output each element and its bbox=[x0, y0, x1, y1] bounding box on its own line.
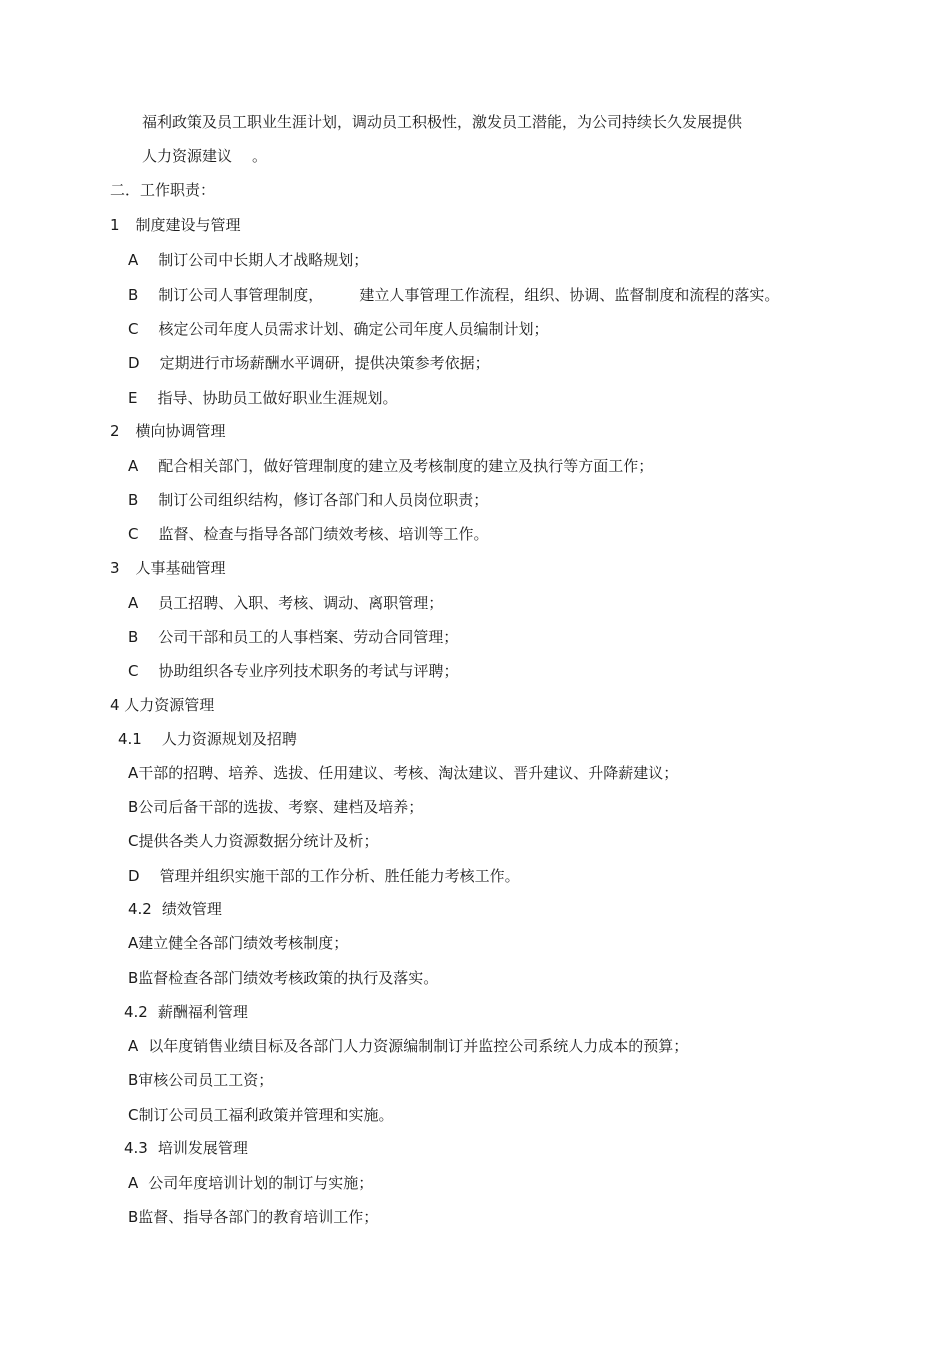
item-text: 定期进行市场薪酬水平调研，提供决策参考依据； bbox=[159, 354, 490, 372]
item-label: D bbox=[128, 867, 140, 885]
item-label: B bbox=[128, 286, 139, 304]
item-text: 监督检查各部门绩效考核政策的执行及落实。 bbox=[138, 969, 439, 987]
subheading-4-2b bbox=[124, 1002, 248, 1022]
heading-number: 2 bbox=[110, 422, 120, 440]
intro-line-2 bbox=[142, 146, 267, 166]
heading-number: 1 bbox=[110, 216, 120, 234]
item-label: A bbox=[128, 251, 139, 269]
list-item bbox=[128, 627, 458, 647]
heading-title: 4 人力资源管理 bbox=[110, 696, 215, 714]
item-text: 制订公司中长期人才战略规划； bbox=[158, 251, 369, 269]
subheading-title: 薪酬福利管理 bbox=[157, 1003, 248, 1021]
item-text: 以年度销售业绩目标及各部门人力资源编制制订并监控公司系统人力成本的预算； bbox=[148, 1037, 689, 1055]
item-text: 制订公司组织结构，修订各部门和人员岗位职责； bbox=[158, 491, 489, 509]
intro-text: 人力资源建议 bbox=[142, 147, 233, 165]
list-item bbox=[128, 456, 653, 476]
section-title: 二．工作职责： bbox=[110, 181, 216, 199]
list-item bbox=[128, 490, 488, 510]
item-label: B bbox=[128, 1071, 139, 1089]
subheading-title: 培训发展管理 bbox=[157, 1139, 248, 1157]
list-item bbox=[128, 1070, 273, 1090]
subheading-4-3 bbox=[124, 1138, 248, 1158]
heading-s3 bbox=[110, 558, 226, 578]
item-text: 核定公司年度人员需求计划、确定公司年度人员编制计划； bbox=[158, 320, 549, 338]
item-label: C bbox=[128, 662, 139, 680]
intro-line-1 bbox=[142, 112, 742, 132]
list-item bbox=[128, 661, 459, 681]
item-label: B bbox=[128, 1208, 139, 1226]
list-item bbox=[128, 797, 423, 817]
item-label: A bbox=[128, 934, 139, 952]
item-text: 干部的招聘、培养、选拔、任用建议、考核、淘汰建议、晋升建议、升降薪建议； bbox=[138, 764, 679, 782]
heading-title: 制度建设与管理 bbox=[135, 216, 241, 234]
list-item bbox=[128, 763, 678, 783]
subheading-number: 4.2 bbox=[124, 1003, 148, 1021]
item-text: 配合相关部门，做好管理制度的建立及考核制度的建立及执行等方面工作； bbox=[158, 457, 654, 475]
list-item bbox=[128, 353, 490, 373]
heading-s1 bbox=[110, 215, 241, 235]
list-item bbox=[128, 1036, 688, 1056]
item-label: D bbox=[128, 354, 140, 372]
list-item bbox=[128, 831, 379, 851]
item-text: 制订公司人事管理制度， bbox=[158, 286, 324, 304]
heading-s2 bbox=[110, 421, 226, 441]
list-item bbox=[128, 1105, 394, 1125]
item-label: C bbox=[128, 320, 139, 338]
item-label: B bbox=[128, 628, 139, 646]
list-item bbox=[128, 593, 443, 613]
subheading-number: 4.2 bbox=[128, 900, 152, 918]
list-item bbox=[128, 388, 398, 408]
item-text: 员工招聘、入职、考核、调动、离职管理； bbox=[158, 594, 444, 612]
subheading-title: 人力资源规划及招聘 bbox=[161, 730, 297, 748]
heading-title: 人事基础管理 bbox=[135, 559, 226, 577]
list-item bbox=[128, 1207, 378, 1227]
item-label: B bbox=[128, 798, 139, 816]
item-text: 审核公司员工工资； bbox=[138, 1071, 274, 1089]
heading-title: 横向协调管理 bbox=[135, 422, 226, 440]
subheading-title: 绩效管理 bbox=[161, 900, 222, 918]
list-item bbox=[128, 968, 438, 988]
heading-s4 bbox=[110, 695, 214, 715]
heading-number: 3 bbox=[110, 559, 120, 577]
item-label: A bbox=[128, 1174, 139, 1192]
item-label: A bbox=[128, 457, 139, 475]
item-label: A bbox=[128, 1037, 139, 1055]
item-text: 监督、检查与指导各部门绩效考核、培训等工作。 bbox=[158, 525, 489, 543]
list-item bbox=[128, 524, 489, 544]
item-label: E bbox=[128, 389, 138, 407]
list-item bbox=[128, 1173, 373, 1193]
item-text: 公司年度培训计划的制订与实施； bbox=[148, 1174, 374, 1192]
item-label: B bbox=[128, 491, 139, 509]
subheading-4-1 bbox=[118, 729, 297, 749]
list-item bbox=[128, 319, 549, 339]
item-text: 指导、协助员工做好职业生涯规划。 bbox=[157, 389, 398, 407]
item-label: C bbox=[128, 1106, 139, 1124]
subheading-number: 4.3 bbox=[124, 1139, 148, 1157]
list-item bbox=[128, 285, 779, 305]
item-text: 建立健全各部门绩效考核制度； bbox=[138, 934, 349, 952]
item-text: 协助组织各专业序列技术职务的考试与评聘； bbox=[158, 662, 459, 680]
item-text: 制订公司员工福利政策并管理和实施。 bbox=[138, 1106, 394, 1124]
item-label: C bbox=[128, 525, 139, 543]
item-text: 公司后备干部的选拔、考察、建档及培养； bbox=[138, 798, 424, 816]
intro-text: 福利政策及员工职业生涯计划，调动员工积极性，激发员工潜能，为公司持续长久发展提供 bbox=[142, 113, 743, 131]
list-item bbox=[128, 933, 348, 953]
item-label: C bbox=[128, 832, 139, 850]
subheading-4-2 bbox=[128, 899, 222, 919]
item-label: A bbox=[128, 594, 139, 612]
item-text: 管理并组织实施干部的工作分析、胜任能力考核工作。 bbox=[159, 867, 520, 885]
item-text: 监督、指导各部门的教育培训工作； bbox=[138, 1208, 379, 1226]
item-text: 提供各类人力资源数据分统计及析； bbox=[138, 832, 379, 850]
item-label: A bbox=[128, 764, 139, 782]
item-text: 建立人事管理工作流程，组织、协调、监督制度和流程的落实。 bbox=[359, 286, 780, 304]
item-text: 公司干部和员工的人事档案、劳动合同管理； bbox=[158, 628, 459, 646]
intro-period: 。 bbox=[252, 147, 268, 165]
list-item bbox=[128, 866, 520, 886]
item-label: B bbox=[128, 969, 139, 987]
list-item bbox=[128, 250, 368, 270]
subheading-number: 4.1 bbox=[118, 730, 142, 748]
